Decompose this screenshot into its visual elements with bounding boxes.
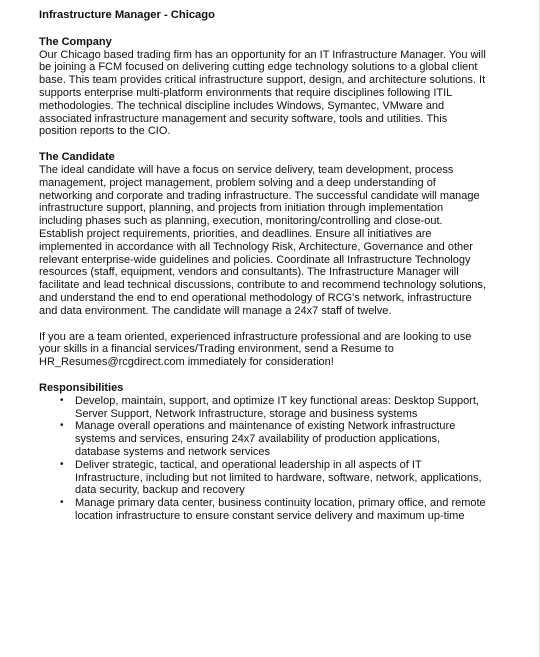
job-title: Infrastructure Manager - Chicago: [39, 9, 215, 21]
responsibilities-heading: Responsibilities: [39, 381, 124, 394]
apply-section: [39, 331, 487, 369]
responsibilities-list: [39, 395, 487, 523]
bullet-icon: •: [60, 394, 64, 406]
list-item: [39, 420, 487, 458]
responsibilities-section: [39, 382, 487, 523]
list-item-text: Manage overall operations and maintenance of existing Network infrastructure systems and services, ensuring 24x7 availability of production applications, database systems and network services: [75, 420, 456, 458]
list-item: [39, 395, 487, 421]
company-text: Our Chicago based trading firm has an opportunity for an IT Infrastructure Manager. You will be joining a FCM focused on delivering cutting edge technology solutions to a global client base. This team provides critical infrastructure support, design, and architecture solutions. It supports enterprise multi-platform environments that require disciplines following ITIL methodologies. The technical discipline includes Windows, Symantec, VMware and associated infrastructure management and security software, tools and utilities. This position reports to the CIO.: [39, 48, 486, 138]
candidate-section: [39, 151, 487, 317]
bullet-icon: •: [60, 458, 64, 470]
apply-text: If you are a team oriented, experienced infrastructure professional and are looking to use your skills in a financial services/Trading environment, send a Resume to HR_Resumes@rcgdirect.com immediately for consideration!: [39, 330, 472, 369]
job-posting: [39, 9, 487, 536]
candidate-heading: The Candidate: [39, 151, 115, 164]
list-item-text: Develop, maintain, support, and optimize IT key functional areas: Desktop Support, Server Support, Network Infrastructure, storage and business systems: [75, 394, 479, 420]
company-section: [39, 36, 487, 138]
bullet-icon: •: [60, 420, 64, 432]
list-item-text: Manage primary data center, business continuity location, primary office, and remote location infrastructure to ensure constant service delivery and maximum up-time: [75, 497, 486, 522]
list-item-text: Deliver strategic, tactical, and operational leadership in all aspects of IT Infrastructure, including but not limited to hardware, software, network, applications, data security, backup and recovery: [75, 458, 482, 497]
list-item: [39, 497, 487, 523]
company-heading: The Company: [39, 35, 112, 48]
bullet-icon: •: [60, 497, 64, 509]
candidate-text: The ideal candidate will have a focus on service delivery, team development, process management, project management, problem solving and a deep understanding of networking and corporate and trading infrastructure. The successful candidate will manage infrastructure support, planning, and projects from initiation through implementation including phases such as planning, execution, monitoring/controlling and close-out. Establish project requirements, priorities, and deadlines. Ensure all initiatives are implemented in accordance with all Technology Risk, Architecture, Governance and other relevant enterprise-wide guidelines and policies. Coordinate all Infrastructure Technology resources (staff, equipment, vendors and consultants). The Infrastructure Manager will facilitate and lead technical discussions, contribute to and recommend technology solutions, and understand the end to end operational methodology of RCG's network, infrastructure and data environment. The candidate will manage a 24x7 staff of twelve.: [39, 163, 486, 317]
list-item: [39, 459, 487, 497]
